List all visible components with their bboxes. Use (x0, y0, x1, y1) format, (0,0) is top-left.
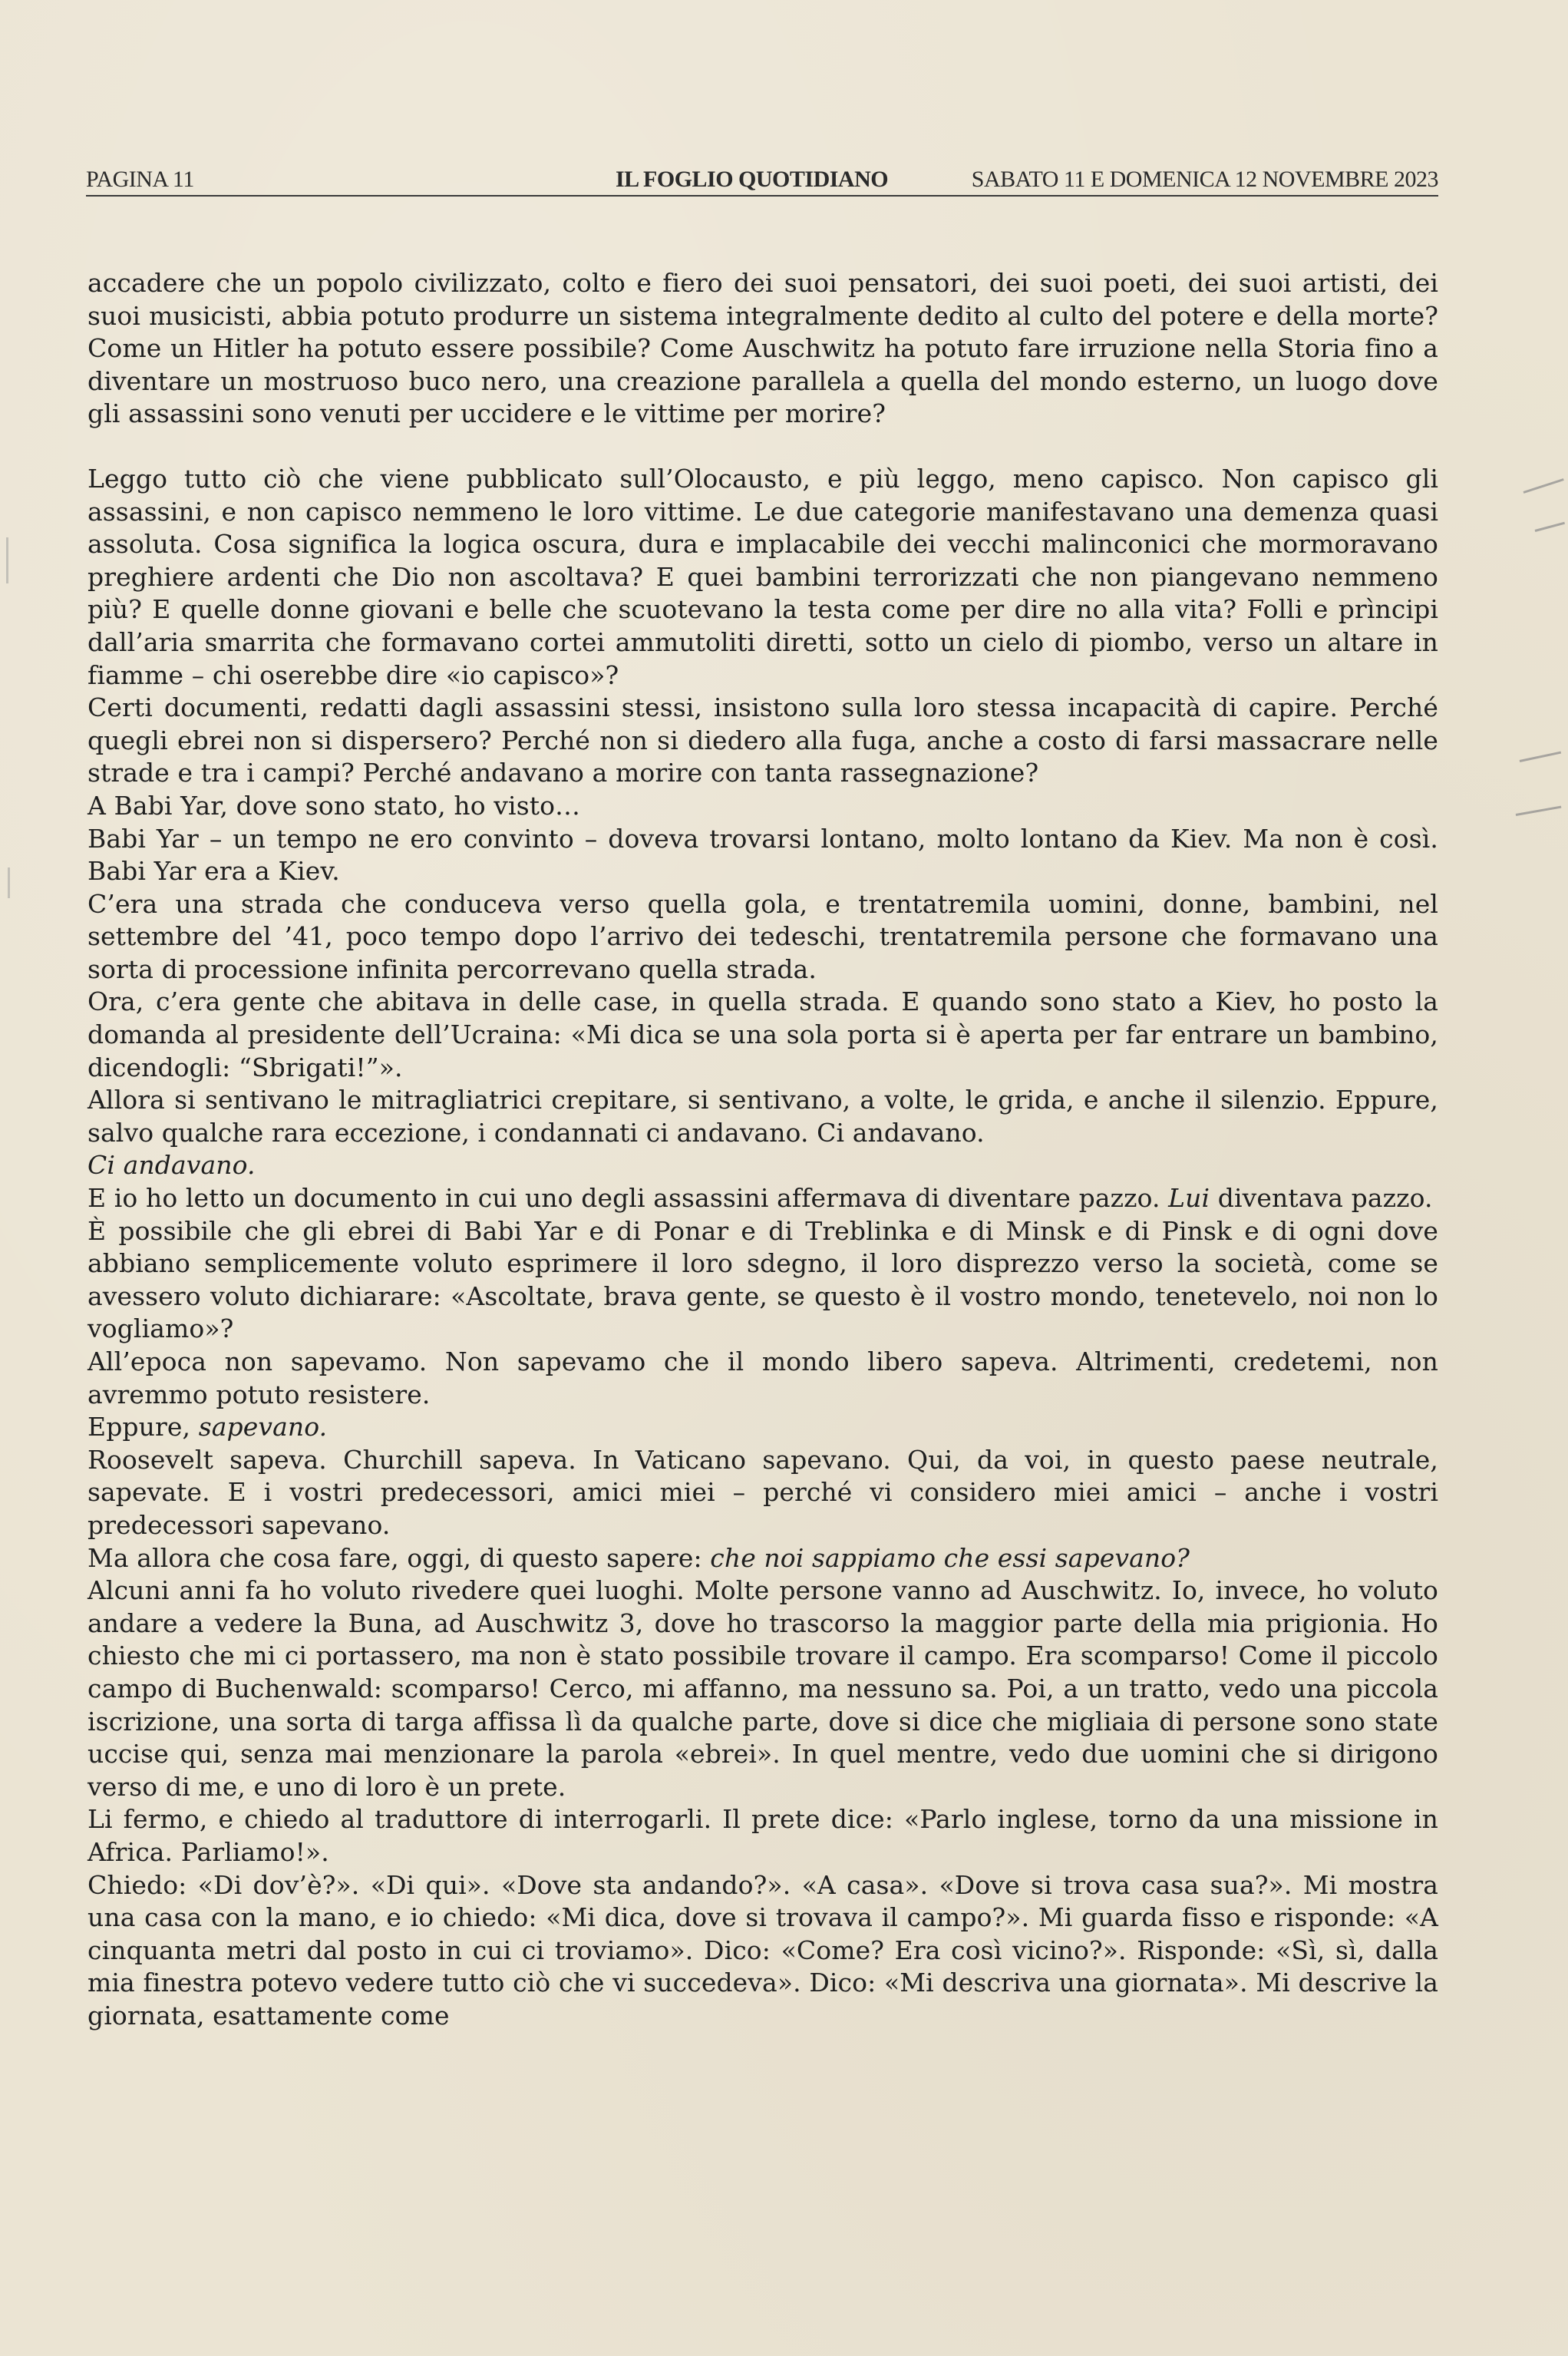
article-body (87, 267, 1438, 2032)
paragraph: Leggo tutto ciò che viene pubblicato sull’Olocausto, e più leggo, meno capisco. Non capisco gli assassini, e non capisco nemmeno le loro vittime. Le due categorie manifestavano una demenza quasi assoluta. Cosa significa la logica oscura, dura e implacabile dei vecchi malinconici che mormoravano preghiere ardenti che Dio non ascoltava? E quei bambini terrorizzati che non piangevano nemmeno più? E quelle donne giovani e belle che scuotevano la testa come per dire no alla vita? Folli e prìncipi dall’aria smarrita che formavano cortei ammutoliti diretti, sotto un cielo di piombo, verso un altare in fiamme – chi oserebbe dire «io capisco»? (87, 463, 1438, 690)
paragraph (87, 1411, 1438, 1444)
paragraph: Certi documenti, redatti dagli assassini stessi, insistono sulla loro stessa incapacità di capire. Perché quegli ebrei non si dispersero? Perché non si diedero alla fuga, anche a costo di farsi massacrare nelle strade e tra i campi? Perché andavano a morire con tanta rassegnazione? (87, 692, 1438, 788)
paragraph: È possibile che gli ebrei di Babi Yar e di Ponar e di Treblinka e di Minsk e di Pinsk e di ogni dove abbiano semplicemente voluto esprimere il loro sdegno, il loro disprezzo verso la società, come se avessero voluto dichiarare: «Ascoltate, brava gente, se questo è il vostro mondo, tenetevelo, noi non lo vogliamo»? (87, 1215, 1438, 1344)
paper-scuff (6, 537, 8, 583)
paragraph: All’epoca non sapevamo. Non sapevamo che il mondo libero sapeva. Altrimenti, credetemi, non avremmo potuto resistere. (87, 1347, 1438, 1409)
text-run: diventava pazzo. (1217, 1183, 1433, 1214)
paragraph: Allora si sentivano le mitragliatrici crepitare, si sentivano, a volte, le grida, e anche il silenzio. Eppure, salvo qualche rara eccezione, i condannati ci andavano. Ci andavano. (87, 1085, 1438, 1148)
paragraph: Alcuni anni fa ho voluto rivedere quei luoghi. Molte persone vanno ad Auschwitz. Io, invece, ho voluto andare a vedere la Buna, ad Auschwitz 3, dove ho trascorso la maggior parte della mia prigionia. Ho chiesto che mi ci portassero, ma non è stato possibile trovare il campo. Era scomparso! Come il piccolo campo di Buchenwald: scomparso! Cerco, mi affanno, ma nessuno sa. Poi, a un tratto, vedo una piccola iscrizione, una sorta di targa affissa lì da qualche parte, dove si dice che migliaia di persone sono state uccise qui, senza mai menzionare la parola «ebrei». In quel mentre, vedo due uomini che si dirigono verso di me, e uno di loro è un prete. (87, 1575, 1438, 1802)
paragraph (87, 1182, 1438, 1215)
italic-text: che noi sappiamo che essi sapevano? (710, 1542, 1190, 1573)
paragraph-italic (87, 1149, 1438, 1182)
text-run: E io ho letto un documento in cui uno degli assassini affermava di diventare pazzo. (87, 1183, 1160, 1214)
text-run: Ma allora che cosa fare, oggi, di questo sapere: (87, 1542, 702, 1573)
paragraph: Babi Yar – un tempo ne ero convinto – doveva trovarsi lontano, molto lontano da Kiev. Ma non è così. Babi Yar era a Kiev. (87, 823, 1438, 887)
italic-text: Ci andavano. (87, 1150, 256, 1181)
paragraph: C’era una strada che conduceva verso quella gola, e trentatremila uomini, donne, bambini, nel settembre del ’41, poco tempo dopo l’arrivo dei tedeschi, trentatremila persone che formavano una sorta di processione infinita percorrevano quella strada. (87, 888, 1438, 984)
italic-text: Lui (1168, 1183, 1210, 1214)
issue-date: SABATO 11 E DOMENICA 12 NOVEMBRE 2023 (971, 167, 1438, 192)
page-header (86, 164, 1438, 197)
paper-scratch (1535, 522, 1565, 532)
paragraph: Li fermo, e chiedo al traduttore di interrogarli. Il prete dice: «Parlo inglese, torno da una missione in Africa. Parliamo!». (87, 1804, 1438, 1867)
page-number: PAGINA 11 (86, 167, 194, 192)
paper-scratch (1516, 806, 1562, 816)
text-run: Eppure, (87, 1412, 191, 1442)
paper-scuff (8, 867, 10, 898)
publication-name: IL FOGLIO QUOTIDIANO (616, 167, 889, 192)
paragraph: Roosevelt sapeva. Churchill sapeva. In Vaticano sapevano. Qui, da voi, in questo paese neutrale, sapevate. E i vostri predecessori, amici miei – perché vi considero miei amici – anche i vostri predecessori sapevano. (87, 1444, 1438, 1540)
paper-scratch (1520, 752, 1561, 762)
paragraph: Ora, c’era gente che abitava in delle case, in quella strada. E quando sono stato a Kiev, ho posto la domanda al presidente dell’Ucraina: «Mi dica se una sola porta si è aperta per far entrare un bambino, dicendogli: “Sbrigati!”». (87, 986, 1438, 1082)
paragraph: A Babi Yar, dove sono stato, ho visto… (87, 790, 581, 821)
paper-scratch (1523, 478, 1564, 494)
italic-text: sapevano. (198, 1412, 328, 1442)
paragraph: Chiedo: «Di dov’è?». «Di qui». «Dove sta andando?». «A casa». «Dove si trova casa sua?». Mi mostra una casa con la mano, e io chiedo: «Mi dica, dove si trovava il campo?». Mi guarda fisso e risponde: «A cinquanta metri dal posto in cui ci troviamo». Dico: «Come? Era così vicino?». Risponde: «Sì, sì, dalla mia finestra potevo vedere tutto ciò che vi succedeva». Dico: «Mi descriva una giornata». Mi descrive la giornata, esattamente come (87, 1869, 1438, 2031)
paragraph (87, 1542, 1438, 1575)
paragraph: accadere che un popolo civilizzato, colto e fiero dei suoi pensatori, dei suoi poeti, dei suoi artisti, dei suoi musicisti, abbia potuto produrre un sistema integralmente dedito al culto del potere e della morte? Come un Hitler ha potuto essere possibile? Come Auschwitz ha potuto fare irruzione nella Storia fino a diventare un mostruoso buco nero, una creazione parallela a quella del mondo esterno, un luogo dove gli assassini sono venuti per uccidere e le vittime per morire? (87, 268, 1438, 429)
